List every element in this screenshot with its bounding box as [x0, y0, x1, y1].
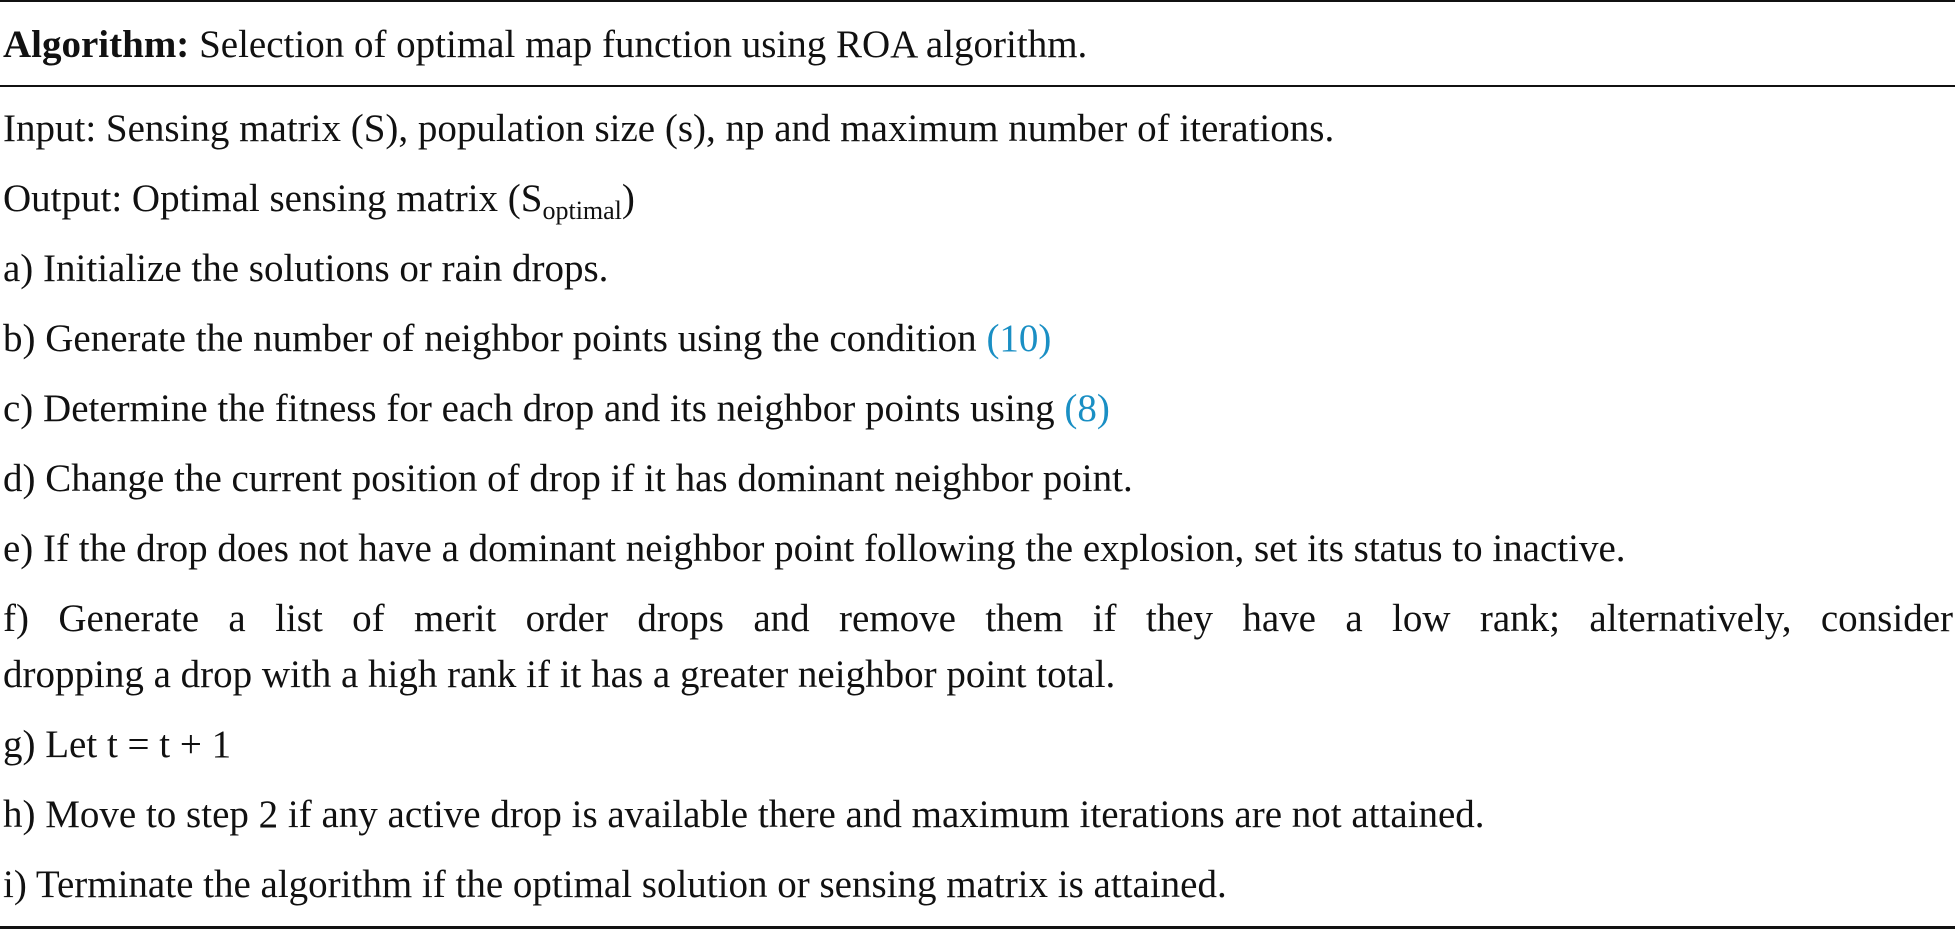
step-g: g) Let t = t + 1	[3, 723, 232, 766]
output-prefix: Output: Optimal sensing matrix (S	[3, 177, 543, 220]
bottom-rule	[0, 926, 1955, 929]
top-rule	[0, 0, 1955, 2]
step-e: e) If the drop does not have a dominant neighbor point following the explosion, set its status to inactive.	[3, 527, 1626, 570]
output-subscript: optimal	[542, 196, 622, 225]
step-a: a) Initialize the solutions or rain drops.	[3, 247, 609, 290]
step-f-line-1-text: f) Generate a list of merit order drops and remove them if they have a low rank; alternatively, consider	[3, 597, 1953, 640]
algorithm-title-text: Selection of optimal map function using ROA algorithm.	[189, 23, 1088, 66]
step-c-text: c) Determine the fitness for each drop and its neighbor points using	[3, 387, 1065, 430]
output-suffix: )	[621, 177, 635, 220]
step-i: i) Terminate the algorithm if the optimal solution or sensing matrix is attained.	[3, 863, 1227, 906]
header-rule	[0, 85, 1955, 87]
algorithm-title	[3, 22, 1087, 68]
step-f-line-1	[3, 596, 1953, 642]
step-b	[3, 316, 1051, 362]
input-line: Input: Sensing matrix (S), population size (s), np and maximum number of iterations.	[3, 107, 1335, 150]
output-line	[3, 176, 635, 225]
step-d: d) Change the current position of drop if it has dominant neighbor point.	[3, 457, 1133, 500]
equation-reference-8[interactable]: (8)	[1064, 387, 1110, 430]
step-f-line-2: dropping a drop with a high rank if it has a greater neighbor point total.	[3, 653, 1116, 696]
step-h: h) Move to step 2 if any active drop is available there and maximum iterations are not attained.	[3, 793, 1485, 836]
step-b-text: b) Generate the number of neighbor points using the condition	[3, 317, 987, 360]
equation-reference-10[interactable]: (10)	[986, 317, 1052, 360]
algorithm-title-label: Algorithm:	[3, 23, 190, 66]
step-c	[3, 386, 1110, 432]
